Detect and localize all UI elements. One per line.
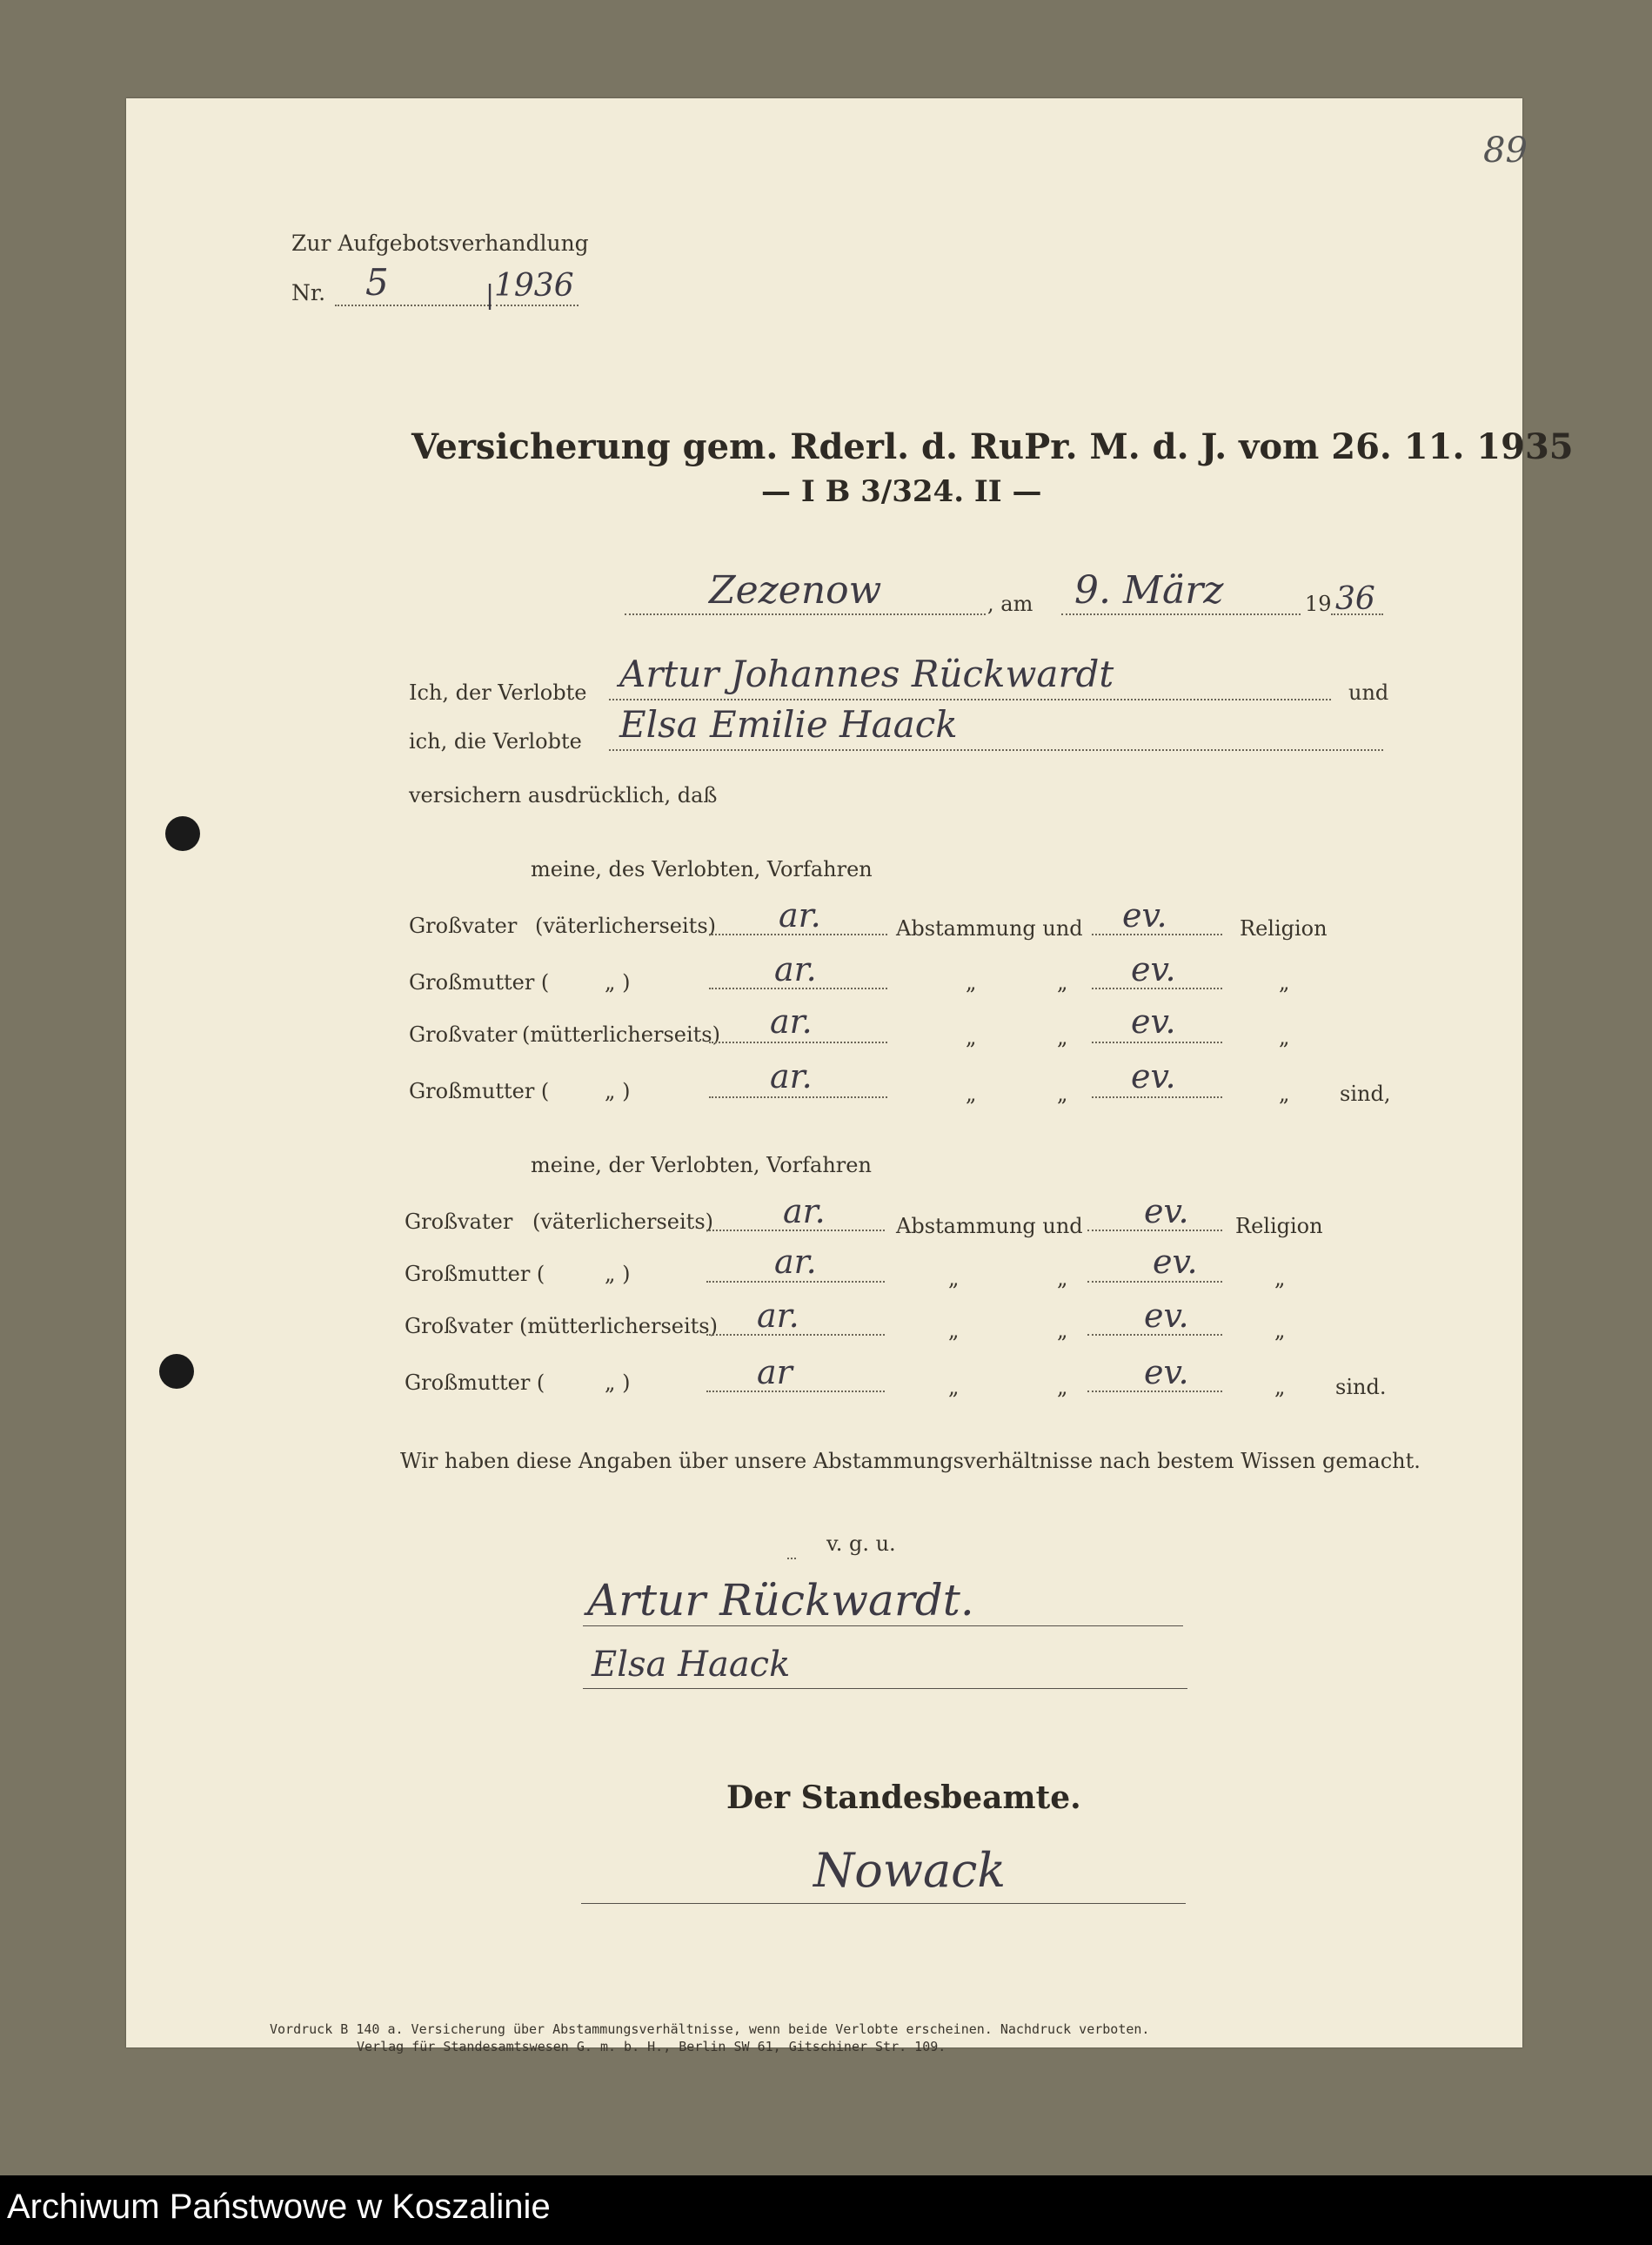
- descent-value: ar.: [774, 1243, 817, 1281]
- descent-dotline: [709, 1096, 887, 1098]
- religion-dotline: [1092, 1096, 1222, 1098]
- ditto-mark: „: [1274, 1375, 1286, 1399]
- religion-value: ev.: [1122, 896, 1167, 935]
- ditto-mark: „: [948, 1375, 960, 1399]
- religion-dotline: [1087, 1281, 1222, 1283]
- sind-label: sind.: [1335, 1375, 1387, 1399]
- ancestor-side: (väterlicherseits): [532, 1210, 713, 1234]
- ditto-mark: „: [1279, 1082, 1290, 1106]
- sind-label: sind,: [1340, 1082, 1391, 1106]
- descent-value: ar.: [779, 896, 821, 935]
- date-value: 9. März: [1074, 568, 1224, 613]
- groom-label: Ich, der Verlobte: [409, 680, 587, 705]
- descent-value: ar.: [783, 1192, 826, 1230]
- religion-value: ev.: [1153, 1243, 1198, 1281]
- statement-text: Wir haben diese Angaben über unsere Abstammungsverhältnisse nach bestem Wissen gemacht.: [400, 1449, 1421, 1473]
- punch-hole: [165, 816, 200, 851]
- ancestor-label: Großvater: [409, 914, 518, 938]
- ditto-mark: „: [1279, 1025, 1290, 1049]
- religion-value: ev.: [1144, 1353, 1189, 1391]
- ditto-mark: „: [966, 1025, 977, 1049]
- ditto-mark: „: [966, 970, 977, 995]
- ancestor-side: (väterlicherseits): [535, 914, 716, 938]
- ancestor-side: „ ): [605, 1370, 631, 1395]
- ditto-mark: „: [948, 1266, 960, 1290]
- ditto-mark: „: [948, 1318, 960, 1343]
- ditto-mark: „: [1057, 1266, 1068, 1290]
- document-subtitle: — I B 3/324. II —: [761, 474, 1042, 509]
- nr-dotline: [335, 305, 492, 306]
- descent-value: ar.: [770, 1002, 813, 1041]
- ditto-mark: „: [1057, 1082, 1068, 1106]
- bride-name: Elsa Emilie Haack: [619, 703, 958, 746]
- official-signature: Nowack: [813, 1843, 1007, 1898]
- ancestor-label: Großvater: [405, 1210, 513, 1234]
- descent-value: ar.: [774, 950, 817, 988]
- bride-ancestry-heading: meine, der Verlobten, Vorfahren: [531, 1153, 872, 1177]
- ancestor-side: „ ): [605, 1262, 631, 1286]
- religion-label: Religion: [1235, 1214, 1323, 1238]
- groom-name: Artur Johannes Rückwardt: [619, 653, 1114, 695]
- ancestor-side: (mütterlicherseits): [522, 1022, 720, 1047]
- archive-caption-bar: [0, 2175, 1652, 2245]
- archive-caption: Archiwum Państwowe w Koszalinie: [7, 2188, 551, 2226]
- nr-value: 5: [365, 261, 389, 304]
- descent-dotline: [709, 1042, 887, 1043]
- nr-separator: |: [485, 280, 495, 311]
- place-dotline: [625, 613, 986, 615]
- descent-value: ar.: [757, 1297, 799, 1335]
- ditto-mark: „: [1057, 1025, 1068, 1049]
- year-dotline: [496, 305, 579, 306]
- bride-signature: Elsa Haack: [592, 1645, 791, 1685]
- date-dotline: [1061, 613, 1301, 615]
- ditto-mark: „: [1279, 970, 1290, 995]
- nr-label: Nr.: [291, 280, 326, 305]
- groom-signature-line: [583, 1625, 1183, 1626]
- ancestor-label: Großvater: [409, 1022, 518, 1047]
- footer-line-1: Vordruck B 140 a. Versicherung über Abstammungsverhältnisse, wenn beide Verlobte erscheinen. Nachdruck verboten.: [270, 2021, 1150, 2037]
- official-label: Der Standesbeamte.: [726, 1779, 1081, 1816]
- ancestor-label: Großmutter (: [405, 1370, 545, 1395]
- place-value: Zezenow: [709, 568, 882, 613]
- year-dotline-2: [1331, 613, 1383, 615]
- vgu-dotline: [787, 1558, 796, 1559]
- vgu-label: v. g. u.: [826, 1531, 896, 1556]
- groom-signature: Artur Rückwardt.: [587, 1575, 974, 1625]
- document-page: [126, 98, 1522, 2047]
- ancestor-side: (mütterlicherseits): [519, 1314, 718, 1338]
- bride-label: ich, die Verlobte: [409, 729, 582, 754]
- year-prefix: 19: [1305, 592, 1332, 616]
- descent-value: ar: [757, 1353, 793, 1391]
- ditto-mark: „: [1057, 1375, 1068, 1399]
- groom-ancestry-heading: meine, des Verlobten, Vorfahren: [531, 857, 873, 881]
- ditto-mark: „: [1274, 1318, 1286, 1343]
- page-number: 89: [1483, 131, 1528, 171]
- footer-line-2: Verlag für Standesamtswesen G. m. b. H., Berlin SW 61, Gitschiner Str. 109.: [357, 2039, 946, 2054]
- religion-label: Religion: [1240, 916, 1328, 941]
- und-label: und: [1348, 680, 1389, 705]
- ancestor-label: Großmutter (: [405, 1262, 545, 1286]
- religion-value: ev.: [1144, 1297, 1189, 1335]
- ditto-mark: „: [1274, 1266, 1286, 1290]
- groom-dotline: [609, 699, 1331, 700]
- header-line: Zur Aufgebotsverhandlung: [291, 231, 589, 256]
- descent-value: ar.: [770, 1057, 813, 1096]
- ditto-mark: „: [1057, 1318, 1068, 1343]
- ancestor-label: Großmutter (: [409, 1079, 550, 1103]
- bride-dotline: [609, 749, 1383, 751]
- bride-signature-line: [583, 1688, 1187, 1689]
- am-label: , am: [987, 592, 1033, 616]
- punch-hole: [159, 1354, 194, 1389]
- religion-value: ev.: [1131, 950, 1176, 988]
- nr-year: 1936: [494, 268, 574, 304]
- year-suffix: 36: [1335, 581, 1375, 617]
- ancestor-side: „ ): [605, 970, 631, 995]
- abstammung-label: Abstammung und: [896, 1214, 1083, 1238]
- abstammung-label: Abstammung und: [896, 916, 1083, 941]
- religion-value: ev.: [1144, 1192, 1189, 1230]
- religion-dotline: [1092, 1042, 1222, 1043]
- document-title: Versicherung gem. Rderl. d. RuPr. M. d. J. vom 26. 11. 1935: [411, 426, 1574, 467]
- religion-value: ev.: [1131, 1002, 1176, 1041]
- ancestor-label: Großvater: [405, 1314, 513, 1338]
- ditto-mark: „: [1057, 970, 1068, 995]
- ditto-mark: „: [966, 1082, 977, 1106]
- ancestor-label: Großmutter (: [409, 970, 550, 995]
- ancestor-side: „ ): [605, 1079, 631, 1103]
- descent-dotline: [706, 1391, 885, 1392]
- religion-value: ev.: [1131, 1057, 1176, 1096]
- descent-dotline: [706, 1281, 885, 1283]
- official-signature-line: [581, 1903, 1186, 1904]
- assurance-text: versichern ausdrücklich, daß: [409, 783, 718, 808]
